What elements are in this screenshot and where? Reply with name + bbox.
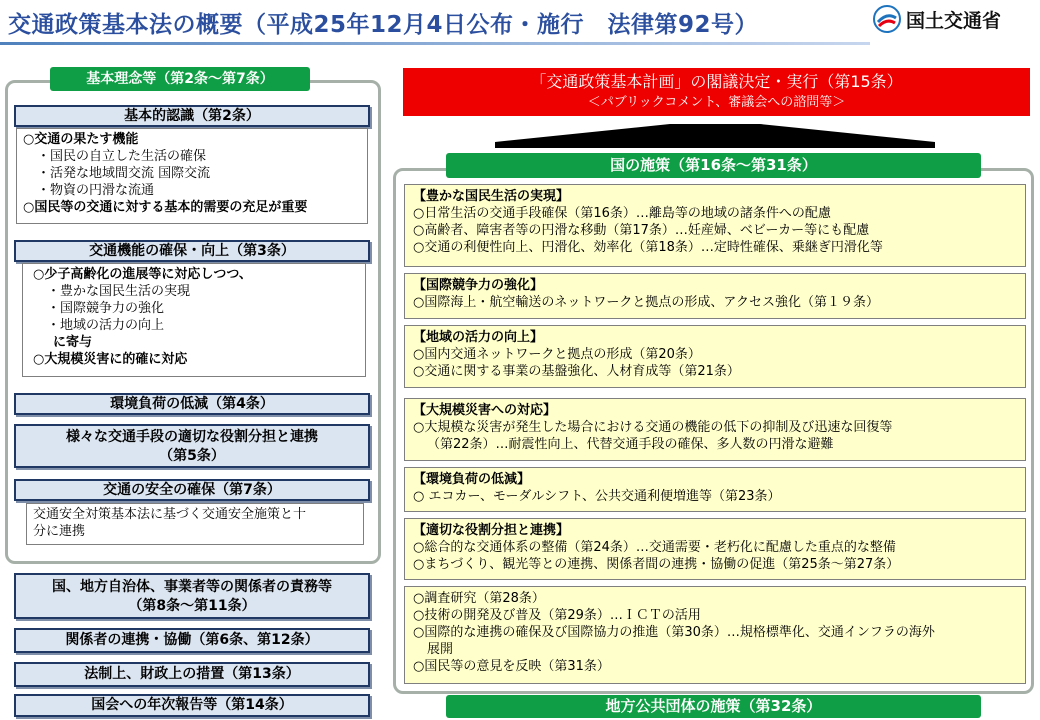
measure-box-living bbox=[404, 184, 1026, 267]
measure-box-competitiveness bbox=[404, 273, 1026, 319]
measure-heading: 【大規模災害への対応】 bbox=[413, 403, 557, 418]
content-line: 分に連携 bbox=[33, 524, 86, 539]
mlit-logo-icon bbox=[872, 4, 902, 34]
measure-line: ○国際的な連携の確保及び国際協力の推進（第30条）…規格標準化、交通インフラの海外 bbox=[413, 625, 935, 640]
transport-function-heading: 交通機能の確保・向上（第3条） bbox=[14, 240, 370, 262]
measure-line: ○まちづくり、観光等との連携、関係者間の連携・協働の促進（第25条〜第27条） bbox=[413, 557, 900, 572]
basic-recognition-heading: 基本的認識（第2条） bbox=[14, 105, 370, 127]
content-line: 交通安全対策基本法に基づく交通安全施策と十 bbox=[33, 507, 307, 522]
measure-line: ○高齢者、障害者等の円滑な移動（第17条）…妊産婦、ベビーカー等にも配慮 bbox=[413, 223, 870, 238]
transport-function-content bbox=[22, 263, 366, 377]
measure-box-other bbox=[404, 586, 1026, 684]
basic-plan-line2: ＜パブリックコメント、審議会への諮問等＞ bbox=[587, 95, 846, 110]
measure-line: ○交通の利便性向上、円滑化、効率化（第18条）…定時性確保、乗継ぎ円滑化等 bbox=[413, 240, 883, 255]
content-line: ○交通の果たす機能 bbox=[23, 132, 139, 147]
responsibilities-line2: （第8条〜第11条） bbox=[128, 598, 256, 614]
header bbox=[0, 0, 1040, 46]
content-line: に寄与 bbox=[53, 335, 93, 350]
measure-heading: 【適切な役割分担と連携】 bbox=[413, 523, 570, 538]
responsibilities-line1: 国、地方自治体、事業者等の関係者の責務等 bbox=[52, 579, 332, 595]
measure-line: ○国内交通ネットワークと拠点の形成（第20条） bbox=[413, 347, 701, 362]
content-line: ・豊かな国民生活の実現 bbox=[47, 284, 191, 299]
measure-box-environment bbox=[404, 467, 1026, 512]
environment-heading: 環境負荷の低減（第4条） bbox=[14, 393, 370, 415]
measure-line: ○交通に関する事業の基盤強化、人材育成等（第21条） bbox=[413, 364, 740, 379]
role-sharing-heading bbox=[14, 424, 370, 468]
cooperation-box: 関係者の連携・協働（第6条、第12条） bbox=[14, 628, 370, 653]
measure-line: ○ エコカー、モーダルシフト、公共交通利便増進等（第23条） bbox=[413, 489, 781, 504]
measure-line: ○国民等の意見を反映（第31条） bbox=[413, 659, 610, 674]
basic-recognition-content bbox=[16, 128, 368, 224]
safety-content bbox=[26, 503, 364, 545]
content-line: ・国際競争力の強化 bbox=[47, 301, 165, 316]
role-sharing-heading-line1: 様々な交通手段の適切な役割分担と連携 bbox=[66, 429, 318, 445]
measure-heading: 【豊かな国民生活の実現】 bbox=[413, 189, 570, 204]
up-arrow-icon bbox=[495, 124, 935, 154]
measure-line: ○国際海上・航空輸送のネットワークと拠点の形成、アクセス強化（第１９条） bbox=[413, 295, 879, 310]
content-line: ○少子高齢化の進展等に対応しつつ、 bbox=[33, 267, 252, 282]
content-line: ・国民の自立した生活の確保 bbox=[37, 149, 207, 164]
measure-line: ○調査研究（第28条） bbox=[413, 591, 545, 606]
logo bbox=[872, 2, 1038, 36]
measure-box-regional bbox=[404, 325, 1026, 388]
measure-line: 展開 bbox=[427, 642, 454, 657]
basic-plan-bar bbox=[403, 68, 1030, 116]
basic-plan-line1: 「交通政策基本計画」の閣議決定・実行（第15条） bbox=[530, 72, 903, 91]
measure-heading: 【地域の活力の向上】 bbox=[413, 330, 544, 345]
measure-line: ○日常生活の交通手段確保（第16条）…離島等の地域の諸条件への配慮 bbox=[413, 206, 831, 221]
title-underline bbox=[0, 42, 870, 45]
responsibilities-box bbox=[14, 573, 370, 619]
content-line: ○国民等の交通に対する基本的需要の充足が重要 bbox=[23, 200, 308, 215]
national-measures-tab: 国の施策（第16条〜第31条） bbox=[446, 153, 981, 178]
content-line: ・活発な地域間交流 国際交流 bbox=[37, 166, 211, 181]
measure-heading: 【国際競争力の強化】 bbox=[413, 278, 544, 293]
basic-principles-tab: 基本理念等（第2条〜第7条） bbox=[50, 67, 310, 91]
page-title: 交通政策基本法の概要（平成25年12月4日公布・施行 法律第92号） bbox=[8, 12, 759, 38]
measure-line: ○大規模な災害が発生した場合における交通の機能の低下の抑制及び迅速な回復等 bbox=[413, 420, 893, 435]
measure-line: ○技術の開発及び普及（第29条）…ＩＣＴの活用 bbox=[413, 608, 701, 623]
annual-report-box: 国会への年次報告等（第14条） bbox=[14, 694, 370, 717]
safety-heading: 交通の安全の確保（第7条） bbox=[14, 479, 370, 501]
content-line: ・物資の円滑な流通 bbox=[37, 183, 155, 198]
content-line: ○大規模災害に的確に対応 bbox=[33, 352, 188, 367]
legal-financial-box: 法制上、財政上の措置（第13条） bbox=[14, 662, 370, 687]
measure-heading: 【環境負荷の低減】 bbox=[413, 472, 531, 487]
measure-line: （第22条）…耐震性向上、代替交通手段の確保、多人数の円滑な避難 bbox=[427, 437, 834, 452]
measure-box-disaster bbox=[404, 398, 1026, 461]
measure-line: ○総合的な交通体系の整備（第24条）…交通需要・老朽化に配慮した重点的な整備 bbox=[413, 540, 896, 555]
measure-box-role-sharing bbox=[404, 518, 1026, 580]
role-sharing-heading-line2: （第5条） bbox=[159, 448, 225, 464]
local-government-tab: 地方公共団体の施策（第32条） bbox=[446, 695, 981, 718]
content-line: ・地域の活力の向上 bbox=[47, 318, 165, 333]
logo-text: 国土交通省 bbox=[906, 9, 1002, 32]
